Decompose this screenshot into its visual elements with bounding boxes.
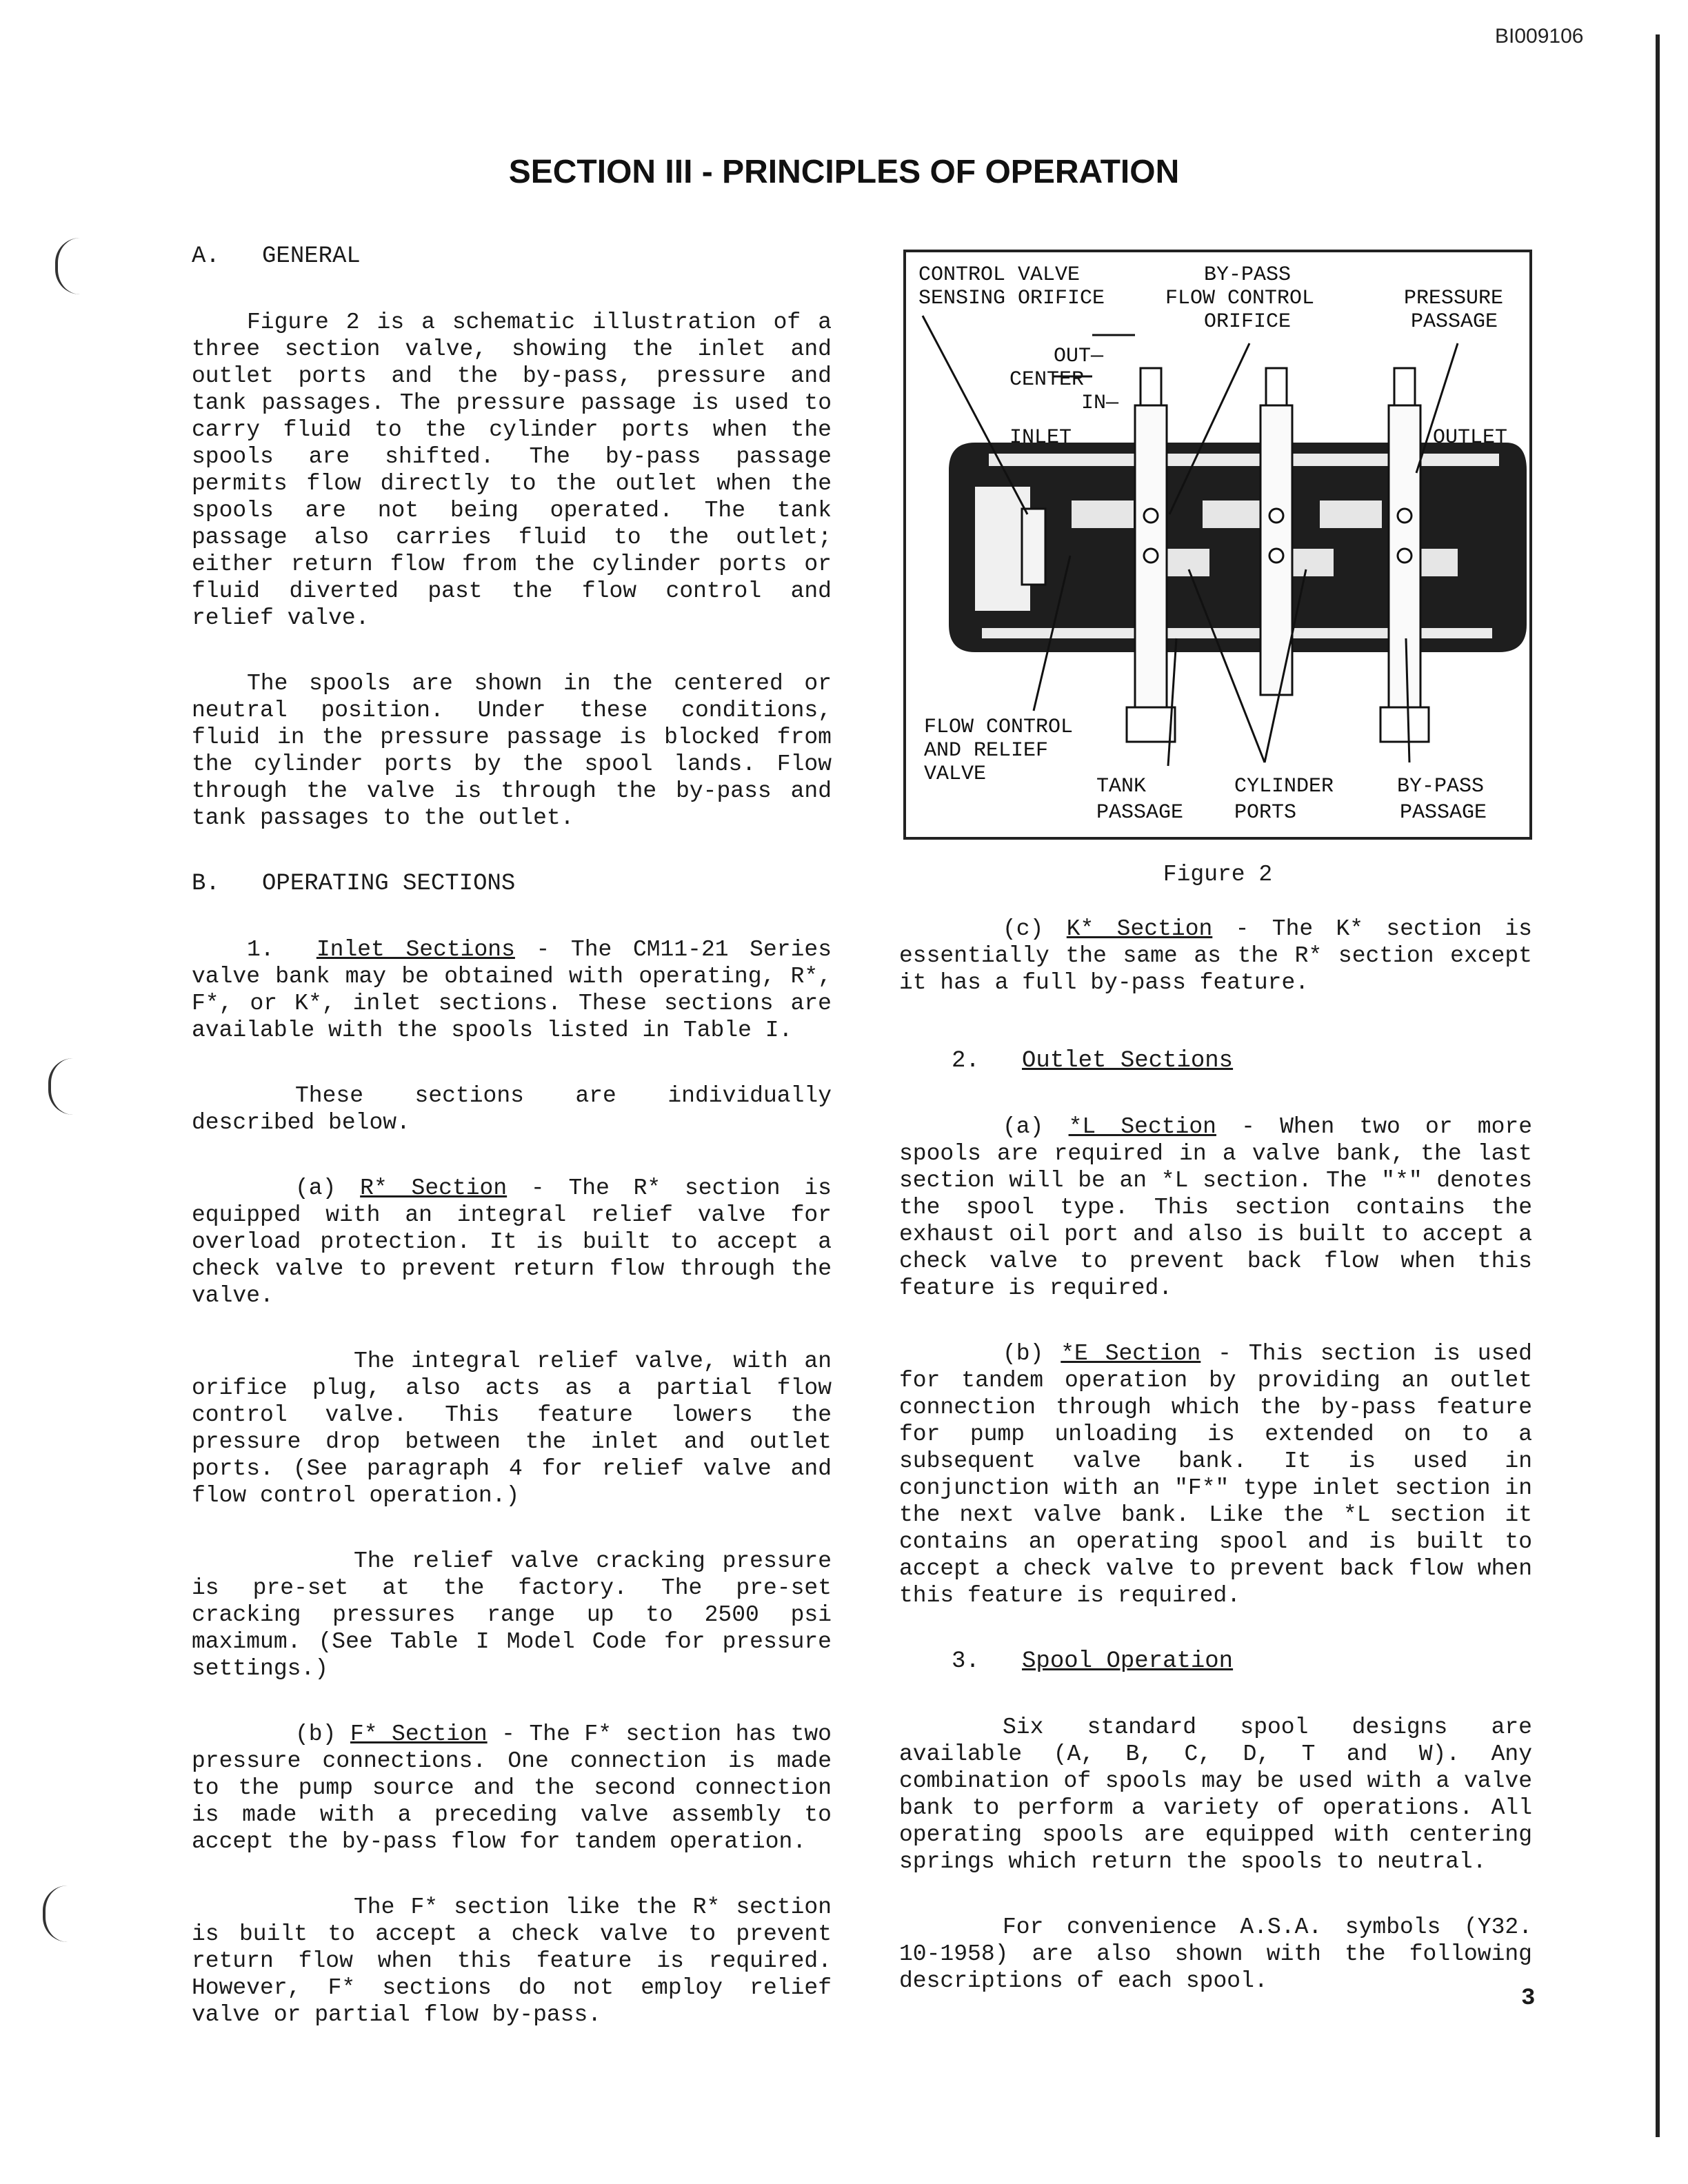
figure-label-and-relief: AND RELIEF <box>924 739 1049 762</box>
e-section-text: - This section is used for tandem operation by providing an outlet connection through which the by-pass feature for pump unloading is extended on to a subsequent valve bank. It is used in conjunction with an "F*" type inlet section in the next valve bank. Like the *L section it contains an operating spool and is built to accept a check valve to prevent back flow when this feature is required. <box>899 1341 1532 1608</box>
l-prefix: (a) <box>1003 1114 1069 1140</box>
figure-label-pressure: PRESSURE <box>1404 287 1504 310</box>
inlet-sections-title: Inlet Sections <box>316 937 515 962</box>
outlet-number: 2. <box>952 1048 980 1074</box>
r-section-text: - The R* section is equipped with an integral relief valve for overload protection. It is built to accept a check valve to prevent return flow through the valve. <box>192 1175 832 1308</box>
inlet-sections-text: - The CM11-21 Series valve bank may be obtained with operating, R*, F*, or K*, inlet sections. These sections are available with the spools listed in Table I. <box>192 937 832 1043</box>
figure-label-center: CENTER <box>1009 368 1085 392</box>
figure-caption: Figure 2 <box>1163 862 1273 887</box>
page-title: SECTION III - PRINCIPLES OF OPERATION <box>508 154 1180 190</box>
page-number: 3 <box>1521 1985 1536 2012</box>
figure-label-valve: VALVE <box>924 762 987 786</box>
paragraph-inlet-2: These sections are individually described below. <box>192 1083 832 1135</box>
figure-label-pressure-passage: PASSAGE <box>1411 310 1498 334</box>
paragraph-e-section <box>899 1340 1532 1609</box>
figure-label-out: OUT— <box>1054 345 1104 368</box>
paragraph-f-section <box>192 1721 832 1855</box>
outlet-sections-title: Outlet Sections <box>1022 1048 1234 1074</box>
right-column <box>899 916 1532 1994</box>
f-section-title: F* Section <box>350 1721 488 1747</box>
document-id: BI009106 <box>1495 25 1584 48</box>
heading-spool-operation <box>899 1648 1532 1675</box>
paragraph-spool-1: Six standard spool designs are available (A, B, C, D, T and W). Any combination of spools may be used with a valve bank to perform a variety of operations. All operating spools are equipped with centering springs which return the spools to neutral. <box>899 1715 1532 1874</box>
figure-label-bypass: BY-PASS <box>1204 263 1292 287</box>
relief-valve-shape <box>1022 509 1045 585</box>
spool-3-shape <box>1380 368 1429 742</box>
r-prefix: (a) <box>295 1175 361 1201</box>
paragraph-general-1: Figure 2 is a schematic illustration of a three section valve, showing the inlet and outlet ports and the by-pass, pressure and tank passages. The pressure passage is used to carry fluid to the cylinder ports when the spools are shifted. The by-pass passage permits flow directly to the outlet when the spools are not being operated. The tank passage also carries fluid to the outlet; either return flow from the cylinder ports or fluid diverted past the flow control and relief valve. <box>192 310 832 631</box>
binder-hole-mark <box>43 1885 68 1942</box>
r-section-title: R* Section <box>360 1175 508 1201</box>
k-section-text: - The K* section is essentially the same as the R* section except it has a full by-pass feature. <box>899 916 1532 995</box>
binder-hole-mark <box>55 238 80 294</box>
inlet-number: 1. <box>247 937 274 962</box>
paragraph-spool-2: For convenience A.S.A. symbols (Y32. 10-1958) are also shown with the following descriptions of each spool. <box>899 1914 1532 1994</box>
paragraph-f-section-2: The F* section like the R* section is built to accept a check valve to prevent return flow when this feature is required. However, F* sections do not employ relief valve or partial flow by-pass. <box>192 1894 832 2028</box>
scan-edge-line <box>1656 34 1660 2137</box>
paragraph-k-section <box>899 916 1532 996</box>
figure-label-inlet: INLET <box>1009 426 1072 449</box>
paragraph-r-section <box>192 1175 832 1309</box>
paragraph-general-2: The spools are shown in the centered or neutral position. Under these conditions, fluid in the pressure passage is blocked from the cylinder ports by the spool lands. Flow through the valve is through the by-pass and tank passages to the outlet. <box>192 671 832 831</box>
binder-hole-mark <box>48 1058 73 1115</box>
spool-1-shape <box>1127 368 1175 742</box>
f-section-text: - The F* section has two pressure connections. One connection is made to the pump source and the second connection is made with a preceding valve assembly to accept the by-pass flow for tandem operation. <box>192 1721 832 1854</box>
figure-label-tank: TANK <box>1096 775 1147 798</box>
figure-label-tank-passage: PASSAGE <box>1096 801 1184 825</box>
f-prefix: (b) <box>295 1721 350 1747</box>
figure-label-flow-control: FLOW CONTROL <box>1165 287 1315 310</box>
e-prefix: (b) <box>1003 1341 1061 1366</box>
heading-operating-sections: B. OPERATING SECTIONS <box>192 871 516 897</box>
k-prefix: (c) <box>1003 916 1067 942</box>
paragraph-r-section-2: The integral relief valve, with an orifice plug, also acts as a partial flow control valve. This feature lowers the pressure drop between the inlet and outlet ports. (See paragraph 4 for relief valve and flow control operation.) <box>192 1348 832 1508</box>
e-section-title: *E Section <box>1061 1341 1201 1366</box>
figure-2-schematic <box>903 250 1532 840</box>
figure-label-cylinder-ports: PORTS <box>1234 801 1297 825</box>
l-section-text: - When two or more spools are required in a valve bank, the last section will be an *L section. The "*" denotes the spool type. This section contains the exhaust oil port and also is built to accept a check valve to prevent back flow when this feature is required. <box>899 1114 1532 1301</box>
paragraph-r-section-3: The relief valve cracking pressure is pre-set at the factory. The pre-set cracking pressures range up to 2500 psi maximum. (See Table I Model Code for pressure settings.) <box>192 1548 832 1681</box>
l-section-title: *L Section <box>1068 1114 1216 1140</box>
figure-label-flow-control-relief: FLOW CONTROL <box>924 716 1074 739</box>
k-section-title: K* Section <box>1066 916 1213 942</box>
figure-label-orifice: ORIFICE <box>1204 310 1292 334</box>
spool-2-shape <box>1260 368 1292 695</box>
paragraph-l-section <box>899 1113 1532 1302</box>
figure-label-bypass-passage-2: PASSAGE <box>1400 801 1487 825</box>
figure-label-sensing-orifice: SENSING ORIFICE <box>918 287 1105 310</box>
heading-outlet-sections <box>899 1047 1532 1075</box>
left-column <box>192 243 832 2028</box>
figure-label-control-valve: CONTROL VALVE <box>918 263 1081 287</box>
valve-schematic-drawing <box>906 252 1529 837</box>
figure-label-bypass-passage: BY-PASS <box>1397 775 1485 798</box>
figure-label-in: IN— <box>1081 392 1119 415</box>
spool-operation-title: Spool Operation <box>1022 1648 1234 1675</box>
heading-general: A. GENERAL <box>192 243 361 270</box>
figure-label-outlet: OUTLET <box>1433 426 1508 449</box>
paragraph-inlet-sections <box>192 936 832 1044</box>
figure-label-cylinder: CYLINDER <box>1234 775 1334 798</box>
spool-number: 3. <box>952 1648 980 1675</box>
